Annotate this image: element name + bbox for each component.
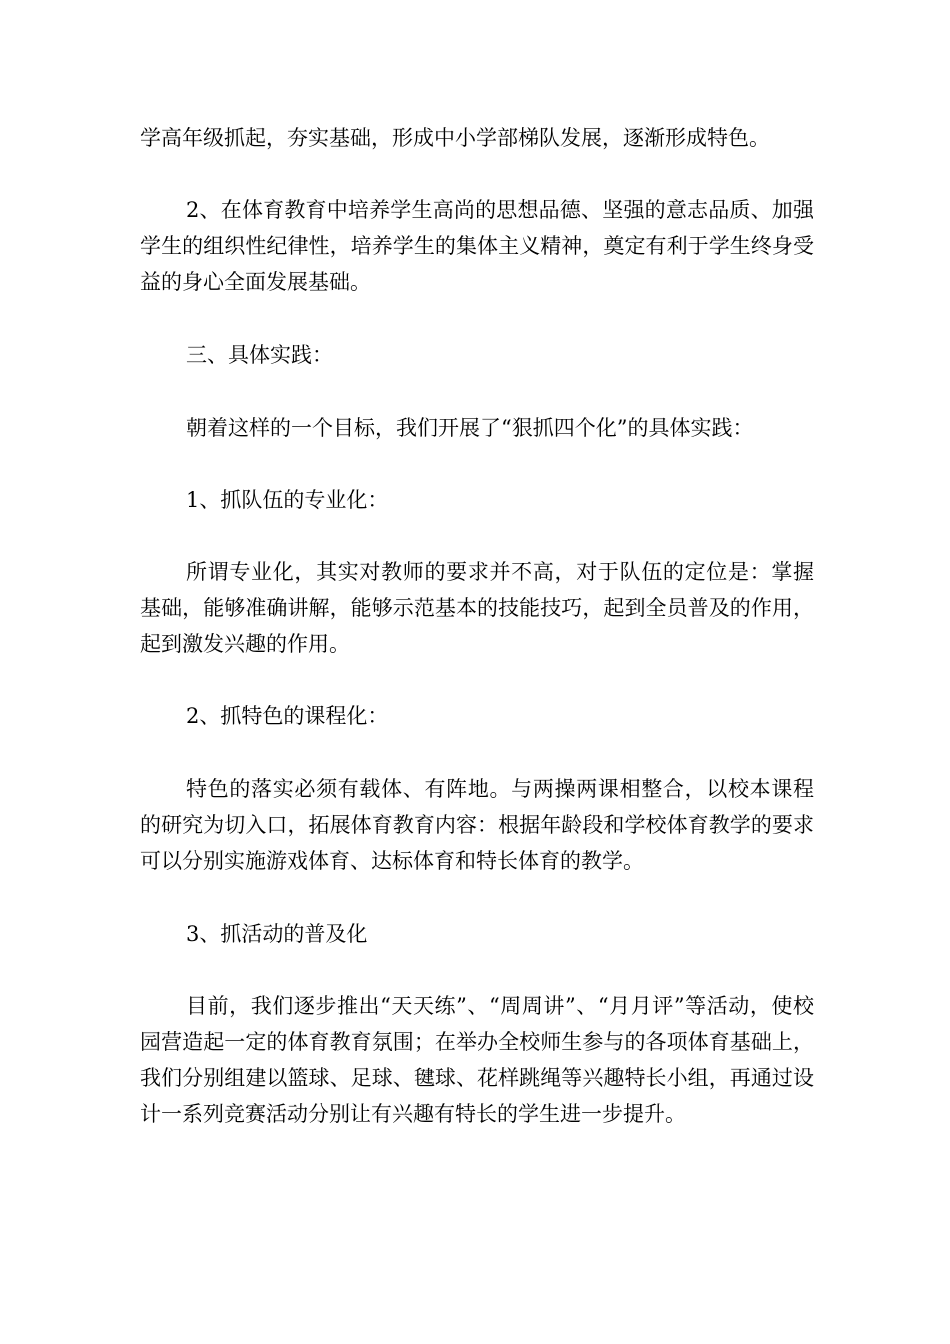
paragraph-professionalization: 所谓专业化，其实对教师的要求并不高，对于队伍的定位是：掌握基础，能够准确讲解，能够示范基本的技能技巧，起到全员普及的作用，起到激发兴趣的作用。: [140, 560, 814, 656]
paragraph-continuation: 学高年级抓起，夯实基础，形成中小学部梯队发展，逐渐形成特色。: [140, 126, 770, 150]
section-heading-practice: 三、具体实践：: [186, 343, 333, 367]
paragraph-goal-2: 2、在体育教育中培养学生高尚的思想品德、坚强的意志品质、加强学生的组织性纪律性，培养学生的集体主义精神，奠定有利于学生终身受益的身心全面发展基础。: [140, 198, 814, 294]
subheading-1: 1、抓队伍的专业化：: [186, 488, 389, 512]
paragraph-curriculum: 特色的落实必须有载体、有阵地。与两操两课相整合，以校本课程的研究为切入口，拓展体育教育内容：根据年龄段和学校体育教学的要求可以分别实施游戏体育、达标体育和特长体育的教学。: [140, 777, 814, 873]
paragraph-intro: 朝着这样的一个目标，我们开展了“狠抓四个化”的具体实践：: [186, 416, 754, 440]
subheading-2: 2、抓特色的课程化：: [186, 704, 389, 728]
subheading-3: 3、抓活动的普及化: [186, 922, 368, 946]
paragraph-activities: 目前，我们逐步推出“天天练”、“周周讲”、“月月评”等活动，使校园营造起一定的体育教育氛围；在举办全校师生参与的各项体育基础上，我们分别组建以篮球、足球、毽球、花样跳绳等兴趣特长小组，再通过设计一系列竞赛活动分别让有兴趣有特长的学生进一步提升。: [140, 994, 814, 1126]
